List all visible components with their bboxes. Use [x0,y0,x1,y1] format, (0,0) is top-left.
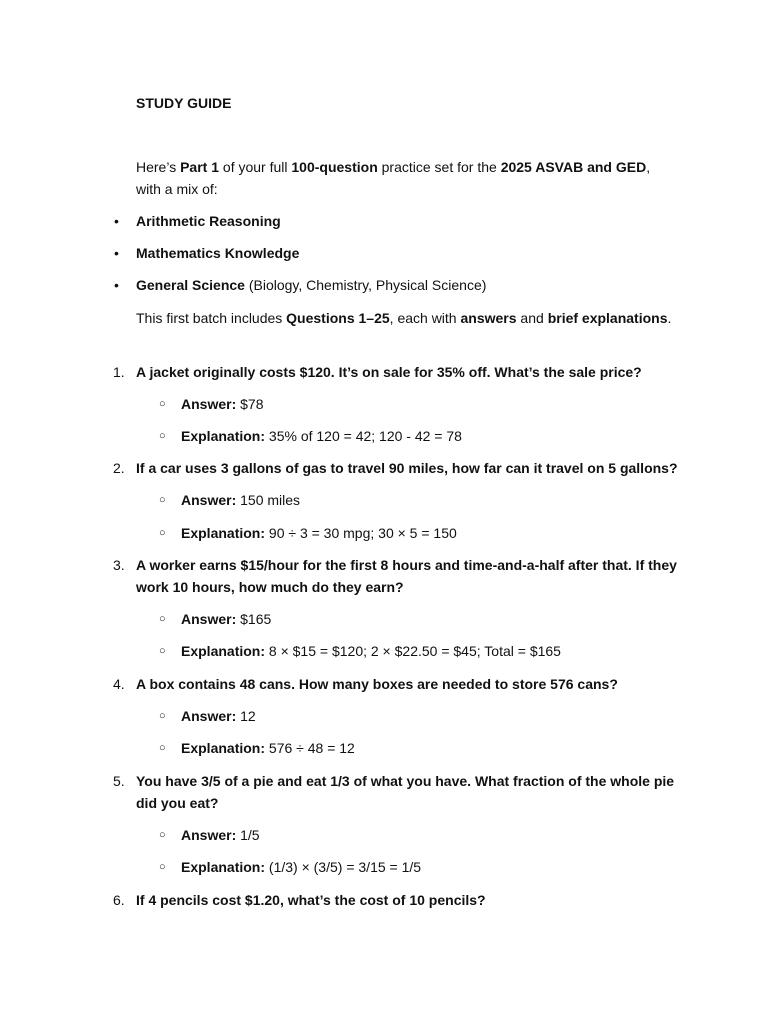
explanation-label: Explanation: [181,859,266,875]
question-6 [113,889,681,911]
explanation-label: Explanation: [181,525,266,541]
answer-value: 150 miles [236,492,301,508]
answer-label: Answer: [181,708,237,724]
question-number: 5. [113,773,125,789]
explanation-line [159,522,681,544]
answer-label: Answer: [181,827,237,843]
answer-line [159,489,681,511]
sub-bullet-marker: ○ [159,710,166,722]
answer-label: Answer: [181,611,237,627]
answer-value: $78 [236,396,264,412]
bullet-item [114,242,300,264]
answer-value: 12 [236,708,256,724]
intro-text: practice set for the [377,159,501,175]
explanation-line [159,737,681,759]
question-text: You have 3/5 of a pie and eat 1/3 of what you have. What fraction of the whole pie did you eat? [136,773,675,811]
question-number: 2. [113,460,125,476]
answer-label: Answer: [181,492,237,508]
question-text: If 4 pencils cost $1.20, what’s the cost of 10 pencils? [136,892,486,908]
answer-line [159,705,681,727]
question-number: 3. [113,557,125,573]
sub-bullet-marker: ○ [159,613,166,625]
explanation-label: Explanation: [181,428,266,444]
sub-bullet-marker: ○ [159,742,166,754]
answer-label: Answer: [181,396,237,412]
intro-bold-part: Part 1 [180,159,220,175]
batch-text: and [516,310,548,326]
intro-text: , with a mix of: [136,159,651,197]
question-text: A jacket originally costs $120. It’s on sale for 35% off. What’s the sale price? [136,364,642,380]
bullet-text: (Biology, Chemistry, Physical Science) [244,277,487,293]
question-2 [113,457,681,479]
bullet-marker: • [114,245,119,261]
explanation-value: 8 × $15 = $120; 2 × $22.50 = $45; Total = $165 [265,643,561,659]
batch-text: . [667,310,672,326]
sub-bullet-marker: ○ [159,398,166,410]
batch-paragraph [136,307,676,329]
intro-bold-count: 100-question [291,159,378,175]
explanation-line [159,640,681,662]
question-number: 4. [113,676,125,692]
question-text: A worker earns $15/hour for the first 8 hours and time-and-a-half after that. If they work 10 hours, how much do they earn? [136,557,677,595]
batch-text: This first batch includes [136,310,287,326]
intro-bold-exam: 2025 ASVAB and GED [500,159,647,175]
explanation-label: Explanation: [181,643,266,659]
question-number: 1. [113,364,125,380]
question-number: 6. [113,892,125,908]
batch-text: , each with [389,310,461,326]
page-title: STUDY GUIDE [136,95,232,111]
answer-line [159,608,681,630]
sub-bullet-marker: ○ [159,829,166,841]
answer-line [159,824,681,846]
answer-value: 1/5 [236,827,260,843]
intro-text: of your full [219,159,292,175]
explanation-value: 576 ÷ 48 = 12 [265,740,355,756]
sub-bullet-marker: ○ [159,494,166,506]
question-text: If a car uses 3 gallons of gas to travel 90 miles, how far can it travel on 5 gallons? [136,460,678,476]
answer-value: $165 [236,611,272,627]
explanation-value: (1/3) × (3/5) = 3/15 = 1/5 [265,859,422,875]
answer-line [159,393,681,415]
explanation-line [159,425,681,447]
bullet-marker: • [114,213,119,229]
sub-bullet-marker: ○ [159,527,166,539]
bullet-bold: General Science [136,277,245,293]
intro-paragraph [136,156,676,200]
intro-text: Here’s [136,159,181,175]
sub-bullet-marker: ○ [159,861,166,873]
bullet-bold: Mathematics Knowledge [136,245,300,261]
question-4 [113,673,681,695]
explanation-value: 35% of 120 = 42; 120 - 42 = 78 [265,428,462,444]
batch-bold-range: Questions 1–25 [286,310,390,326]
batch-bold-answers: answers [460,310,517,326]
bullet-bold: Arithmetic Reasoning [136,213,281,229]
bullet-item [114,210,281,232]
bullet-marker: • [114,277,119,293]
question-text: A box contains 48 cans. How many boxes are needed to store 576 cans? [136,676,618,692]
question-3 [113,554,681,598]
question-5 [113,770,681,814]
sub-bullet-marker: ○ [159,430,166,442]
explanation-label: Explanation: [181,740,266,756]
batch-bold-explanations: brief explanations [547,310,668,326]
explanation-line [159,856,681,878]
explanation-value: 90 ÷ 3 = 30 mpg; 30 × 5 = 150 [265,525,457,541]
sub-bullet-marker: ○ [159,645,166,657]
question-1 [113,361,681,383]
bullet-item [114,274,487,296]
